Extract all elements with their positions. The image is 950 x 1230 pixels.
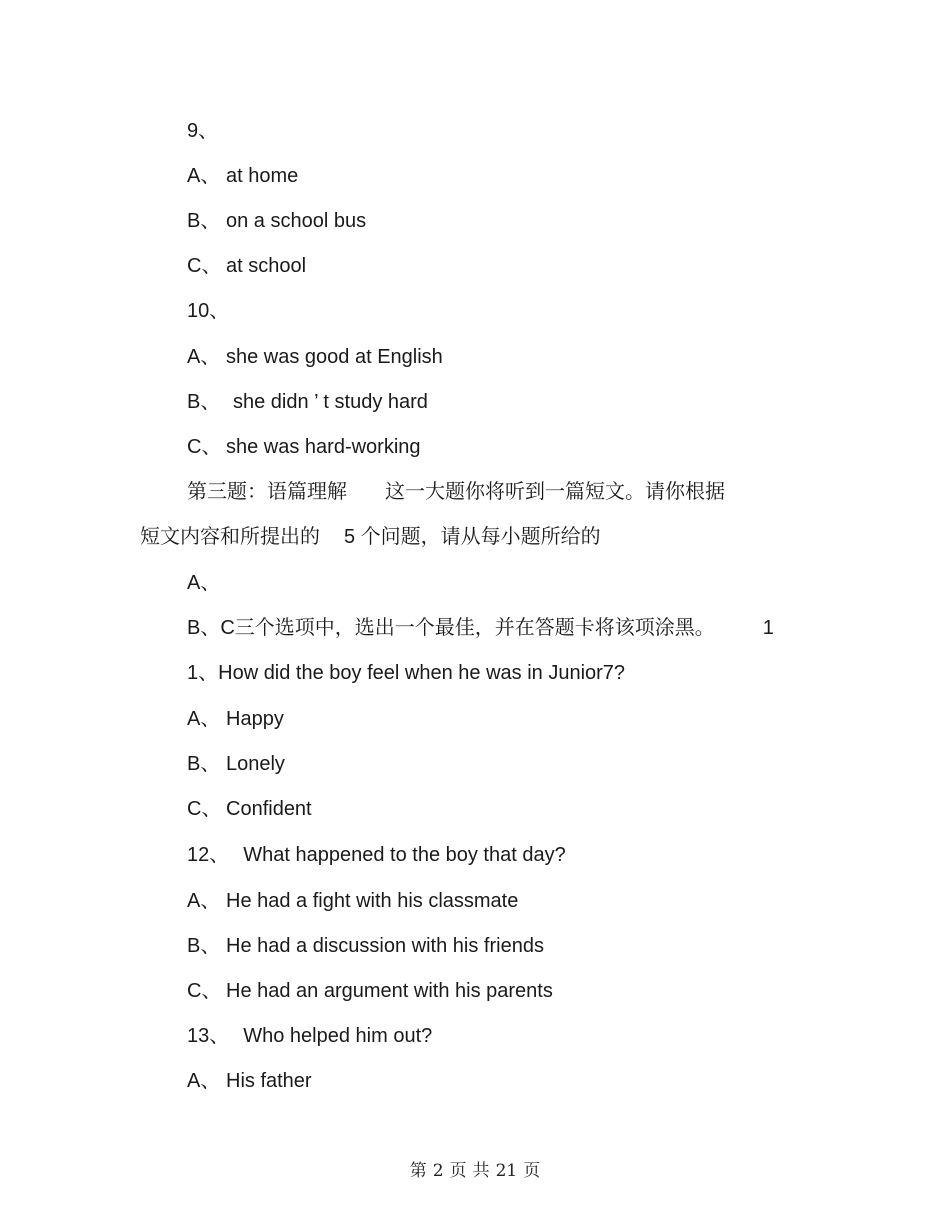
question-12-option-c — [187, 979, 553, 1003]
option-text: she was hard-working — [226, 436, 421, 458]
option-label: B、 — [187, 391, 221, 413]
question-10-number — [187, 299, 229, 323]
option-label: B、 — [187, 935, 221, 957]
option-label: C、 — [187, 255, 222, 277]
option-label: B、 — [187, 210, 221, 232]
question-12-option-b — [187, 934, 544, 958]
question-9-option-c — [187, 254, 306, 278]
option-text: on a school bus — [226, 210, 367, 232]
page-footer — [0, 1156, 950, 1181]
section-instruction: 5 个问题，请从每小题所给的 — [344, 526, 601, 548]
current-page-number: 2 — [432, 1161, 444, 1181]
option-text: she didn ’ t study hard — [233, 391, 428, 413]
section-3-instruction-line-3 — [187, 616, 774, 640]
footer-text: 页 — [523, 1161, 541, 1181]
question-text: What happened to the boy that day? — [243, 844, 566, 866]
option-text: His father — [226, 1070, 312, 1092]
section-instruction: B、C三个选项中，选出一个最佳，并在答题卡将该项涂黑。 — [187, 617, 715, 639]
option-text: He had an argument with his parents — [226, 980, 553, 1002]
question-number: 10、 — [187, 300, 230, 322]
question-10-option-c — [187, 435, 421, 459]
option-label: C、 — [187, 436, 222, 458]
option-label: A、 — [187, 1070, 221, 1092]
question-11-option-c — [187, 797, 312, 821]
question-9-option-b — [187, 209, 366, 233]
question-number: 13、 — [187, 1025, 230, 1047]
question-text: Who helped him out? — [243, 1025, 433, 1047]
question-9-option-a — [187, 164, 298, 188]
option-label: A、 — [187, 572, 221, 594]
option-text: Lonely — [226, 753, 285, 775]
section-3-instruction-line-2 — [140, 525, 601, 549]
option-text: at school — [226, 255, 307, 277]
total-page-count: 21 — [495, 1161, 518, 1181]
footer-text: 页 — [449, 1161, 467, 1181]
question-10-option-b — [187, 390, 428, 414]
question-11 — [187, 661, 625, 685]
question-number: 12、 — [187, 844, 230, 866]
option-text: at home — [226, 165, 299, 187]
option-text: He had a discussion with his friends — [226, 935, 544, 957]
option-label: C、 — [187, 980, 222, 1002]
question-11-option-b — [187, 752, 285, 776]
question-number: 9、 — [187, 120, 219, 142]
question-10-option-a — [187, 345, 443, 369]
question-9-number — [187, 119, 218, 143]
option-label: B、 — [187, 753, 221, 775]
section-instruction: 这一大题你将听到一篇短文。请你根据 — [385, 481, 725, 503]
option-label: C、 — [187, 798, 222, 820]
option-text: He had a fight with his classmate — [226, 890, 519, 912]
option-label: A、 — [187, 708, 221, 730]
option-text: Happy — [226, 708, 284, 730]
question-11-option-a — [187, 707, 284, 731]
question-number: 1 — [762, 617, 774, 639]
question-text: 1、How did the boy feel when he was in Junior7? — [187, 662, 626, 684]
question-12 — [187, 843, 566, 867]
option-text: Confident — [226, 798, 312, 820]
option-label: A、 — [187, 346, 221, 368]
option-label: A、 — [187, 165, 221, 187]
section-title: 第三题：语篇理解 — [187, 481, 347, 503]
question-12-option-a — [187, 889, 518, 913]
option-label: A、 — [187, 890, 221, 912]
question-13-option-a — [187, 1069, 312, 1093]
section-instruction: 短文内容和所提出的 — [140, 526, 320, 548]
question-13 — [187, 1024, 432, 1048]
footer-text: 共 — [472, 1161, 490, 1181]
option-text: she was good at English — [226, 346, 443, 368]
footer-text: 第 — [409, 1161, 427, 1181]
section-3-heading — [187, 480, 725, 504]
section-3-option-a — [187, 571, 220, 595]
